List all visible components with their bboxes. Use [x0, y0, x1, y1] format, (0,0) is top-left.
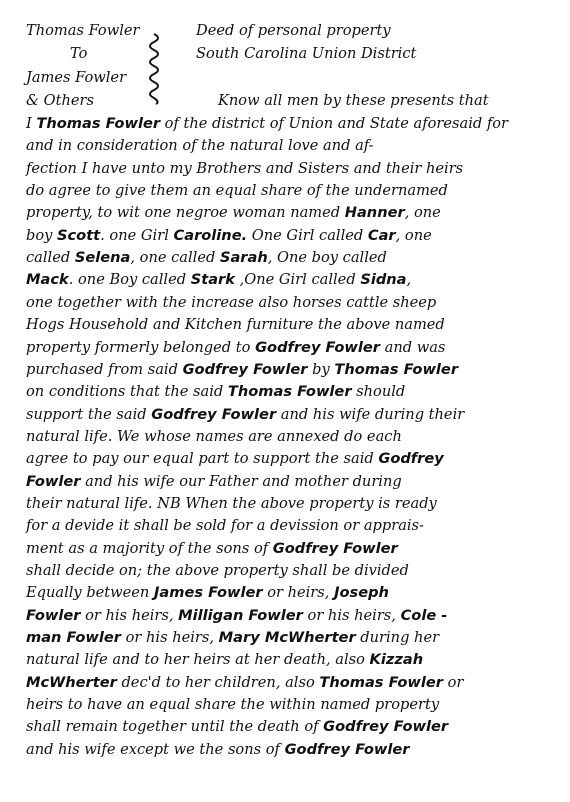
text-line: [26, 314, 445, 336]
text-line: [26, 269, 411, 291]
text-line: [26, 538, 398, 560]
text-line: [26, 225, 432, 247]
text-line: [26, 716, 448, 738]
party-grantor: Thomas Fowler: [26, 22, 140, 39]
text-segment: heirs to have an equal share the within named property: [26, 696, 440, 714]
text-segment: , one: [404, 204, 441, 222]
party-others: & Others: [26, 92, 94, 109]
text-segment: , one called: [130, 249, 220, 267]
text-segment: property formerly belonged to: [26, 338, 256, 356]
text-segment: by: [307, 360, 335, 378]
text-line: [26, 739, 410, 761]
emphasized-name: Milligan Fowler: [178, 606, 303, 624]
emphasized-name: Sarah: [219, 249, 268, 267]
text-segment: . one Girl: [100, 226, 174, 244]
text-line: [26, 381, 405, 403]
emphasized-name: Thomas Fowler: [227, 383, 352, 401]
text-segment: for a devide it shall be sold for a devission or apprais-: [26, 517, 424, 535]
emphasized-name: McWherter: [26, 673, 117, 691]
emphasized-name: Godfrey Fowler: [323, 718, 449, 736]
text-segment: One Girl called: [247, 226, 368, 244]
text-segment: one together with the increase also horses cattle sheep: [26, 293, 437, 311]
emphasized-name: Kizzah: [369, 651, 424, 669]
emphasized-name: Godfrey Fowler: [284, 740, 410, 758]
text-segment: , one: [395, 226, 432, 244]
text-line: [26, 247, 387, 269]
text-line: [26, 627, 439, 649]
text-segment: , One boy called: [267, 249, 387, 267]
emphasized-name: man Fowler: [26, 629, 121, 647]
text-segment: and in consideration of the natural love and af-: [26, 137, 374, 155]
text-line: [26, 694, 439, 716]
emphasized-name: Sidna: [360, 271, 407, 289]
text-segment: or: [443, 673, 464, 691]
text-segment: ,: [406, 271, 412, 289]
text-segment: shall remain together until the death of: [26, 718, 324, 736]
emphasized-name: Scott: [57, 226, 101, 244]
text-segment: or his heirs,: [80, 606, 179, 624]
bracket-flourish: [146, 32, 168, 106]
emphasized-name: Fowler: [26, 606, 81, 624]
text-segment: called: [26, 249, 75, 267]
text-segment: Equally between: [26, 584, 154, 602]
text-segment: I: [26, 115, 37, 132]
text-line: [26, 672, 463, 694]
text-segment: and his wife our Father and mother during: [80, 472, 402, 490]
text-line: [26, 471, 402, 493]
text-segment: or his heirs,: [302, 606, 401, 624]
party-grantee: James Fowler: [26, 69, 127, 86]
text-segment: or heirs,: [262, 584, 335, 602]
text-line: [26, 649, 423, 671]
emphasized-name: Mary McWherter: [218, 629, 356, 647]
text-segment: shall decide on; the above property shall be divided: [26, 562, 409, 579]
text-segment: dec'd to her children, also: [116, 673, 320, 691]
text-segment: fection I have unto my Brothers and Sisters and their heirs: [26, 159, 464, 177]
emphasized-name: Godfrey: [378, 450, 444, 468]
text-segment: ,One Girl called: [234, 271, 361, 289]
text-line: [26, 202, 441, 224]
text-segment: their natural life. NB When the above property is ready: [26, 494, 437, 512]
text-segment: support the said: [26, 405, 152, 423]
emphasized-name: Caroline.: [173, 226, 248, 244]
emphasized-name: Joseph: [334, 584, 389, 602]
emphasized-name: Thomas Fowler: [334, 360, 459, 378]
text-segment: natural life and to her heirs at her death, also: [26, 651, 370, 669]
document-district: South Carolina Union District: [196, 45, 417, 62]
text-segment: during her: [355, 629, 440, 647]
text-segment: or his heirs,: [120, 629, 219, 647]
emphasized-name: Stark: [190, 271, 235, 289]
intro-phrase: Know all men by these presents that: [218, 92, 489, 109]
text-line: [26, 515, 424, 537]
text-line: [26, 605, 447, 627]
text-segment: property, to wit one negroe woman named: [26, 204, 345, 222]
text-line: [26, 113, 508, 135]
document-title: Deed of personal property: [196, 22, 391, 39]
emphasized-name: Thomas Fowler: [319, 673, 444, 691]
text-line: [26, 158, 463, 180]
text-line: [26, 448, 444, 470]
text-line: [26, 493, 437, 515]
text-segment: ment as a majority of the sons of: [26, 539, 273, 557]
text-line: [26, 359, 458, 381]
text-segment: Hogs Household and Kitchen furniture the above named: [26, 316, 445, 334]
emphasized-name: James Fowler: [153, 584, 263, 602]
text-line: [26, 560, 409, 582]
text-segment: of the district of Union and State aforesaid for: [160, 115, 509, 132]
emphasized-name: Fowler: [26, 472, 81, 490]
text-line: [26, 180, 448, 202]
text-segment: should: [351, 383, 406, 401]
text-line: [26, 404, 464, 426]
emphasized-name: Cole -: [400, 606, 448, 624]
emphasized-name: Godfrey Fowler: [272, 539, 398, 557]
text-segment: and his wife except we the sons of: [26, 740, 285, 758]
text-line: [26, 582, 389, 604]
text-segment: boy: [26, 226, 58, 244]
emphasized-name: Godfrey Fowler: [151, 405, 277, 423]
emphasized-name: Selena: [74, 249, 131, 267]
text-line: [26, 337, 445, 359]
party-to: To: [70, 45, 88, 62]
text-line: [26, 426, 402, 448]
emphasized-name: Mack: [26, 271, 69, 289]
text-segment: and his wife during their: [276, 405, 465, 423]
emphasized-name: Godfrey Fowler: [255, 338, 380, 356]
text-segment: do agree to give them an equal share of the undernamed: [26, 182, 448, 200]
emphasized-name: Godfrey Fowler: [182, 360, 308, 378]
emphasized-name: Car: [367, 226, 396, 244]
emphasized-name: Thomas Fowler: [36, 115, 161, 132]
text-segment: . one Boy called: [68, 271, 191, 289]
text-line: [26, 292, 436, 314]
text-segment: on conditions that the said: [26, 383, 228, 401]
text-segment: agree to pay our equal part to support the said: [26, 450, 379, 468]
text-segment: and was: [380, 338, 446, 356]
emphasized-name: Hanner: [344, 204, 405, 222]
text-line: [26, 135, 374, 157]
text-segment: purchased from said: [26, 360, 183, 378]
text-segment: natural life. We whose names are annexed do each: [26, 427, 402, 445]
